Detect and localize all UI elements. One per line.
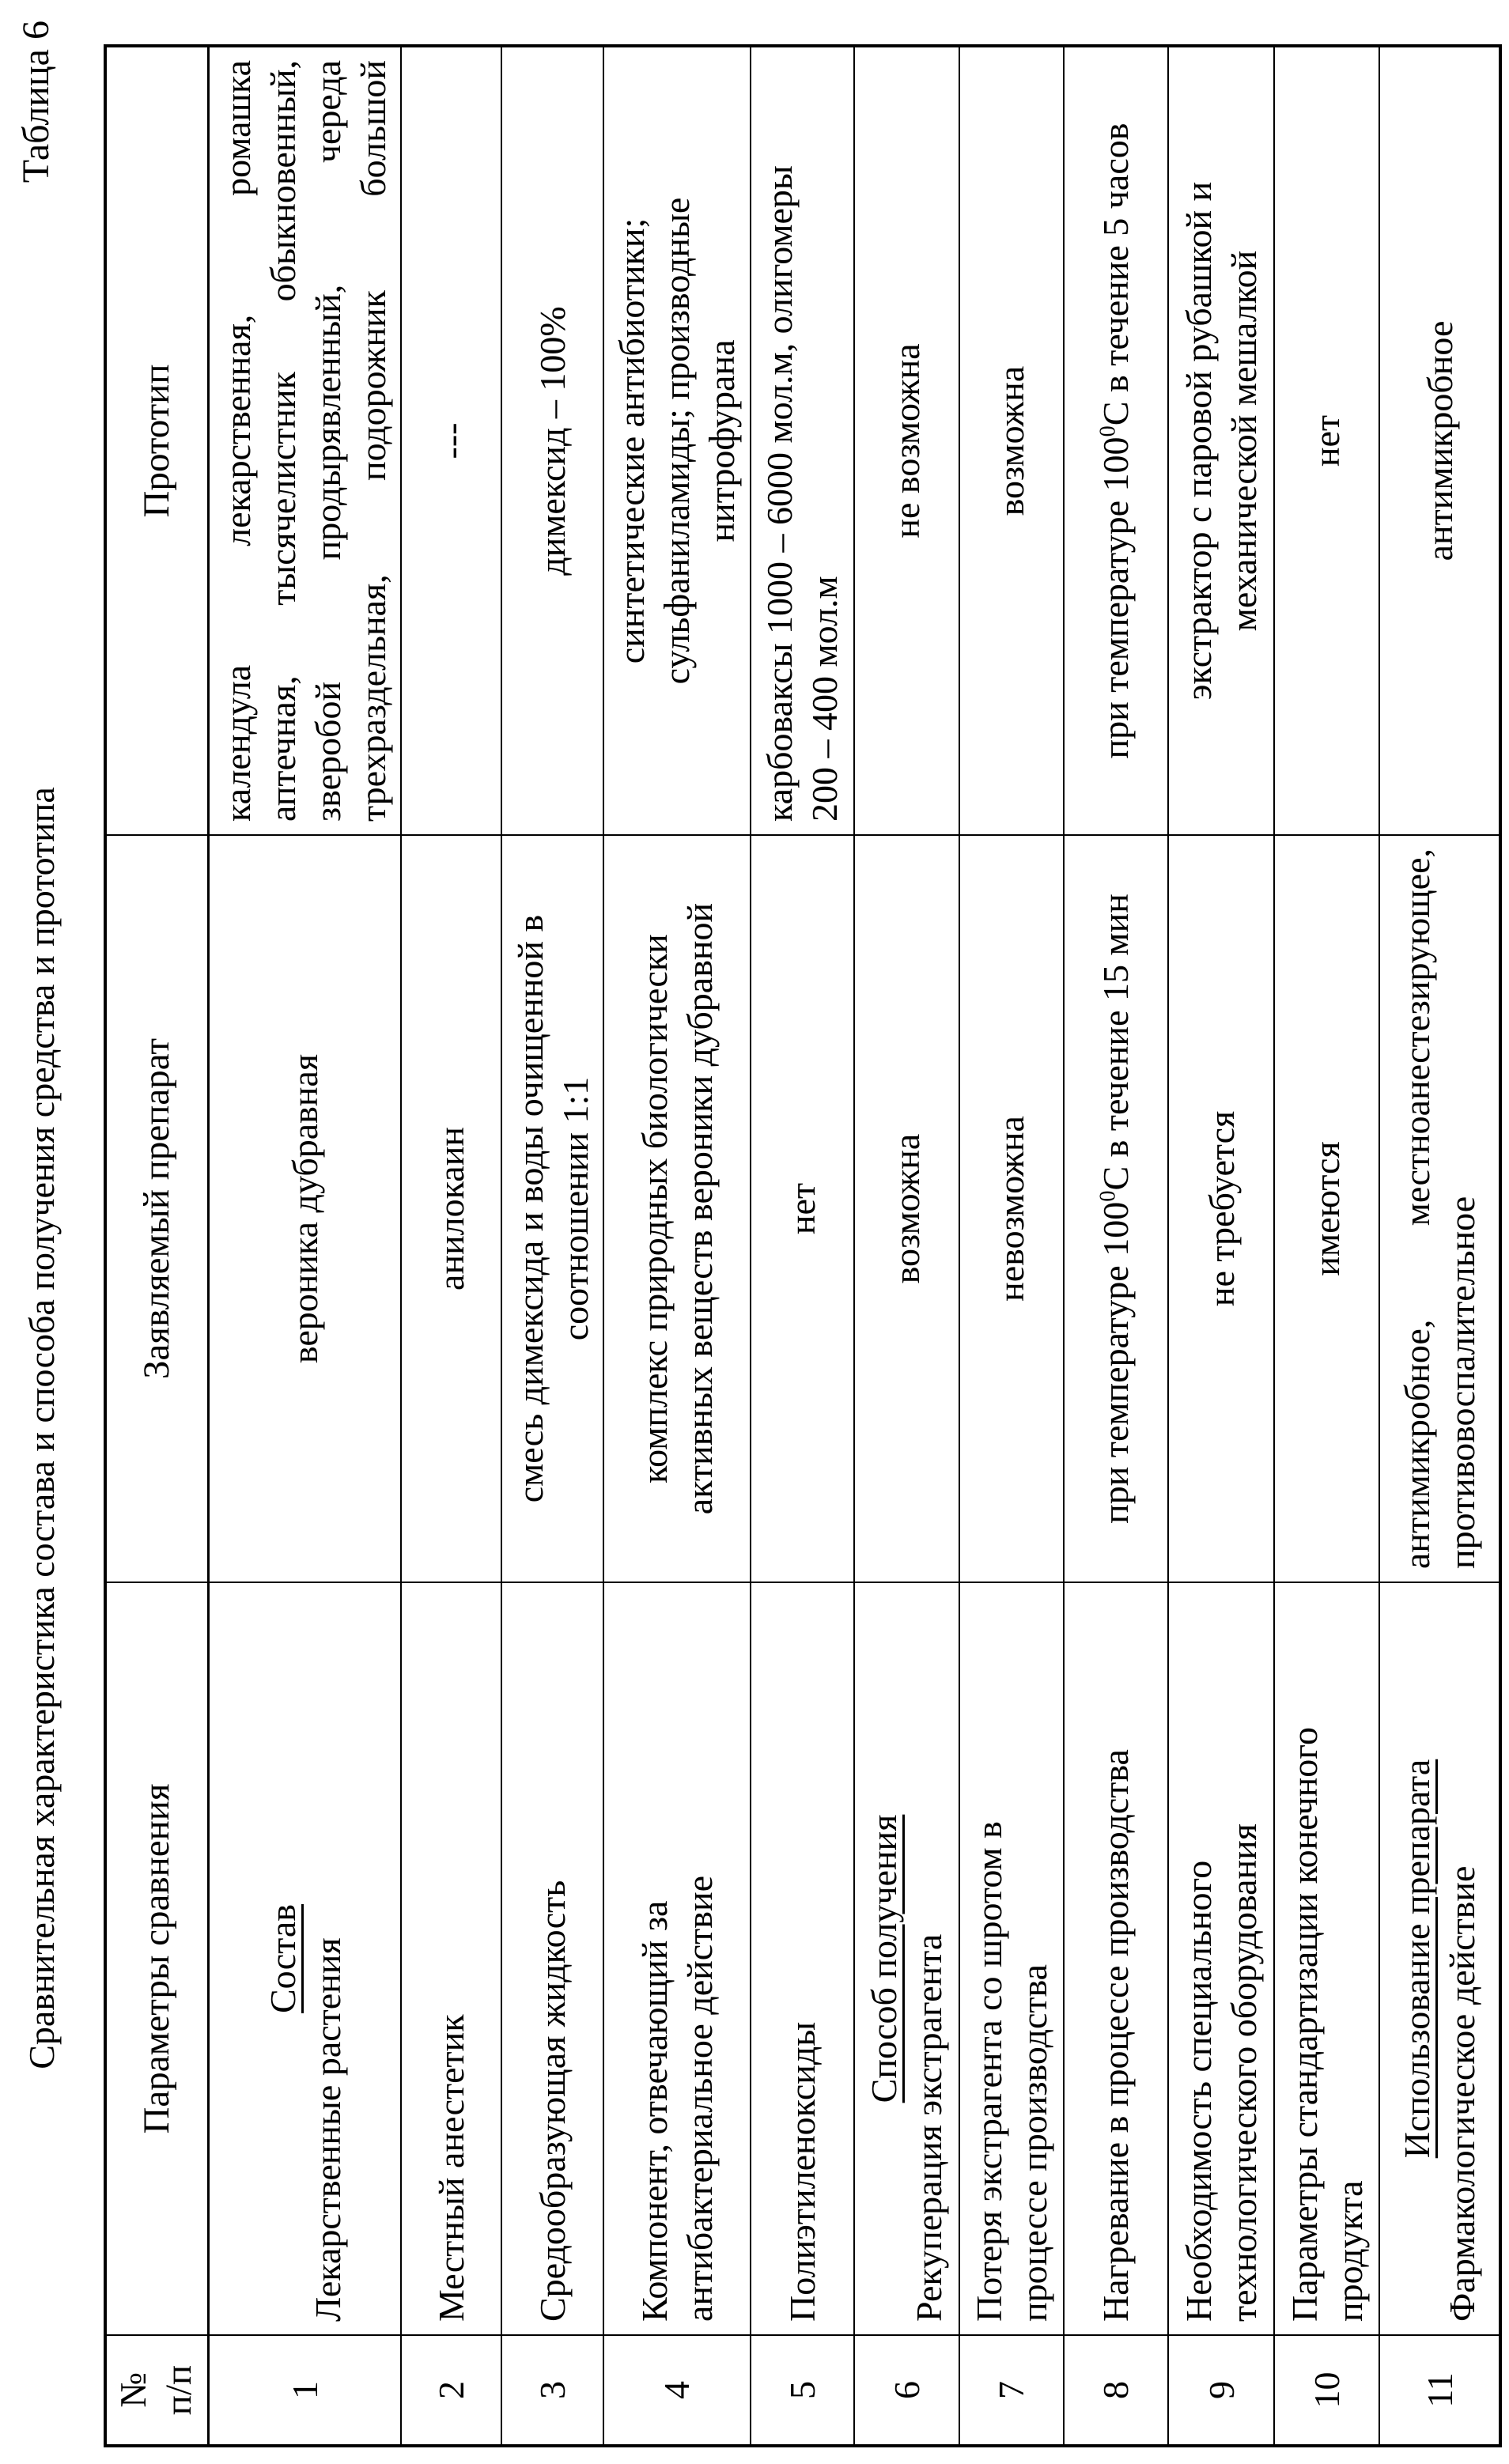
claimed-text: нет bbox=[781, 1182, 823, 1235]
table-row bbox=[501, 46, 603, 2446]
cell-r1-param bbox=[208, 1582, 401, 2335]
table-label: Таблица 6 bbox=[15, 21, 57, 183]
cell-r8-prototype bbox=[1064, 46, 1169, 835]
claimed-text: не требуется bbox=[1201, 1110, 1242, 1307]
cell-r1-num: 1 bbox=[208, 2335, 401, 2446]
cell-r5-claimed bbox=[751, 835, 854, 1582]
claimed-text: С в течение 15 мин bbox=[1095, 894, 1136, 1191]
claimed-text: невозможна bbox=[991, 1116, 1032, 1302]
cell-r7-claimed bbox=[959, 835, 1064, 1582]
degree-superscript: 0 bbox=[1096, 1190, 1121, 1202]
cell-r10-claimed bbox=[1274, 835, 1379, 1582]
param-text: Рекуперация экстрагента bbox=[909, 1933, 950, 2322]
section-head-sposob: Способ получения bbox=[864, 1814, 905, 2103]
cell-r9-num: 9 bbox=[1168, 2335, 1274, 2446]
cell-r10-param bbox=[1274, 1582, 1379, 2335]
table-row bbox=[401, 46, 501, 2446]
section-head-ispolzovanie: Использование препарата bbox=[1397, 1759, 1437, 2159]
prototype-text: синтетические антибиотики; сульфаниламиды; производные нитрофурана bbox=[611, 197, 743, 685]
table-row bbox=[1064, 46, 1169, 2446]
header-param: Параметры сравнения bbox=[105, 1582, 208, 2335]
cell-r6-param bbox=[854, 1582, 959, 2335]
cell-r7-prototype bbox=[959, 46, 1064, 835]
comparison-table bbox=[104, 44, 1502, 2447]
claimed-text: анилокаин bbox=[431, 1127, 472, 1291]
prototype-text: антимикробное bbox=[1419, 320, 1460, 561]
cell-r4-num: 4 bbox=[603, 2335, 751, 2446]
prototype-text: нет bbox=[1307, 414, 1348, 467]
cell-r2-prototype bbox=[401, 46, 501, 835]
prototype-text: при температуре 100 bbox=[1095, 436, 1136, 759]
param-text: Лекарственные растения bbox=[307, 1937, 348, 2322]
param-text: Местный анестетик bbox=[431, 2014, 472, 2322]
cell-r9-prototype bbox=[1168, 46, 1274, 835]
param-text: Необходимость специального технологического оборудования bbox=[1178, 1823, 1265, 2322]
cell-r1-prototype: календула лекарственная, ромашка аптечная, тысячелистник обыкновенный, зверобой продырявленный, череда трехраздельная, подорожник большой bbox=[208, 46, 401, 835]
prototype-text: димексид – 100% bbox=[532, 306, 573, 576]
table-row bbox=[1274, 46, 1379, 2446]
table-header-row bbox=[105, 46, 208, 2446]
cell-r11-prototype bbox=[1379, 46, 1500, 835]
prototype-text: не возможна bbox=[886, 343, 927, 539]
prototype-text: возможна bbox=[991, 365, 1032, 516]
prototype-text: С в течение 5 часов bbox=[1095, 123, 1136, 426]
claimed-text: возможна bbox=[886, 1133, 927, 1284]
cell-r3-prototype bbox=[501, 46, 603, 835]
claimed-text: комплекс природных биологически активных веществ вероники дубравной bbox=[633, 902, 720, 1515]
prototype-text: экстрактор с паровой рубашкой и механической мешалкой bbox=[1178, 181, 1265, 701]
table-row bbox=[1168, 46, 1274, 2446]
cell-r4-param bbox=[603, 1582, 751, 2335]
claimed-text: при температуре 100 bbox=[1095, 1201, 1136, 1524]
param-text: Нагревание в процессе производства bbox=[1095, 1749, 1136, 2322]
cell-r2-claimed bbox=[401, 835, 501, 1582]
cell-r9-param bbox=[1168, 1582, 1274, 2335]
cell-r9-claimed bbox=[1168, 835, 1274, 1582]
param-text: Фармакологическое действие bbox=[1442, 1865, 1482, 2322]
cell-r5-prototype bbox=[751, 46, 854, 835]
claimed-text: вероника дубравная bbox=[285, 1053, 326, 1364]
cell-r8-num: 8 bbox=[1064, 2335, 1169, 2446]
cell-r10-num: 10 bbox=[1274, 2335, 1379, 2446]
cell-r11-claimed: антимикробное, местноанестезирующее, противовоспалительное bbox=[1379, 835, 1500, 1582]
cell-r3-param bbox=[501, 1582, 603, 2335]
page-title: Сравнительная характеристика состава и способа получения средства и прототипа bbox=[21, 787, 62, 2069]
table-row bbox=[959, 46, 1064, 2446]
section-head-sostav: Состав bbox=[262, 1903, 303, 2014]
header-prototype: Прототип bbox=[105, 46, 208, 835]
claimed-text: имеются bbox=[1307, 1141, 1348, 1276]
cell-r3-claimed bbox=[501, 835, 603, 1582]
cell-r7-param bbox=[959, 1582, 1064, 2335]
cell-r10-prototype bbox=[1274, 46, 1379, 835]
param-text: Полиэтиленоксиды bbox=[781, 2021, 823, 2322]
cell-r6-claimed bbox=[854, 835, 959, 1582]
param-text: Компонент, отвечающий за антибактериальное действие bbox=[633, 1875, 720, 2322]
claimed-text: смесь димексида и воды очищенной в соотношении 1:1 bbox=[509, 914, 596, 1503]
cell-r4-claimed bbox=[603, 835, 751, 1582]
header-num: № п/п bbox=[105, 2335, 208, 2446]
cell-r6-num: 6 bbox=[854, 2335, 959, 2446]
cell-r3-num: 3 bbox=[501, 2335, 603, 2446]
param-text: Потеря экстрагента со шротом в процессе производства bbox=[968, 1821, 1054, 2322]
cell-r4-prototype bbox=[603, 46, 751, 835]
cell-r2-param bbox=[401, 1582, 501, 2335]
cell-r6-prototype bbox=[854, 46, 959, 835]
cell-r2-num: 2 bbox=[401, 2335, 501, 2446]
table-row bbox=[208, 46, 401, 2446]
degree-superscript: 0 bbox=[1096, 425, 1121, 437]
cell-r5-num: 5 bbox=[751, 2335, 854, 2446]
prototype-text: карбоваксы 1000 – 6000 мол.м, олигомеры 200 – 400 мол.м bbox=[759, 165, 845, 822]
cell-r7-num: 7 bbox=[959, 2335, 1064, 2446]
table-row bbox=[603, 46, 751, 2446]
prototype-text: --- bbox=[431, 422, 472, 459]
cell-r5-param bbox=[751, 1582, 854, 2335]
header-claimed: Заявляемый препарат bbox=[105, 835, 208, 1582]
cell-r8-claimed bbox=[1064, 835, 1169, 1582]
param-text: Параметры стандартизации конечного продукта bbox=[1284, 1726, 1370, 2322]
cell-r1-claimed bbox=[208, 835, 401, 1582]
table-row bbox=[854, 46, 959, 2446]
cell-r11-num: 11 bbox=[1379, 2335, 1500, 2446]
cell-r8-param bbox=[1064, 1582, 1169, 2335]
table-row bbox=[751, 46, 854, 2446]
cell-r11-param bbox=[1379, 1582, 1500, 2335]
table-row bbox=[1379, 46, 1500, 2446]
param-text: Средообразующая жидкость bbox=[532, 1880, 573, 2322]
